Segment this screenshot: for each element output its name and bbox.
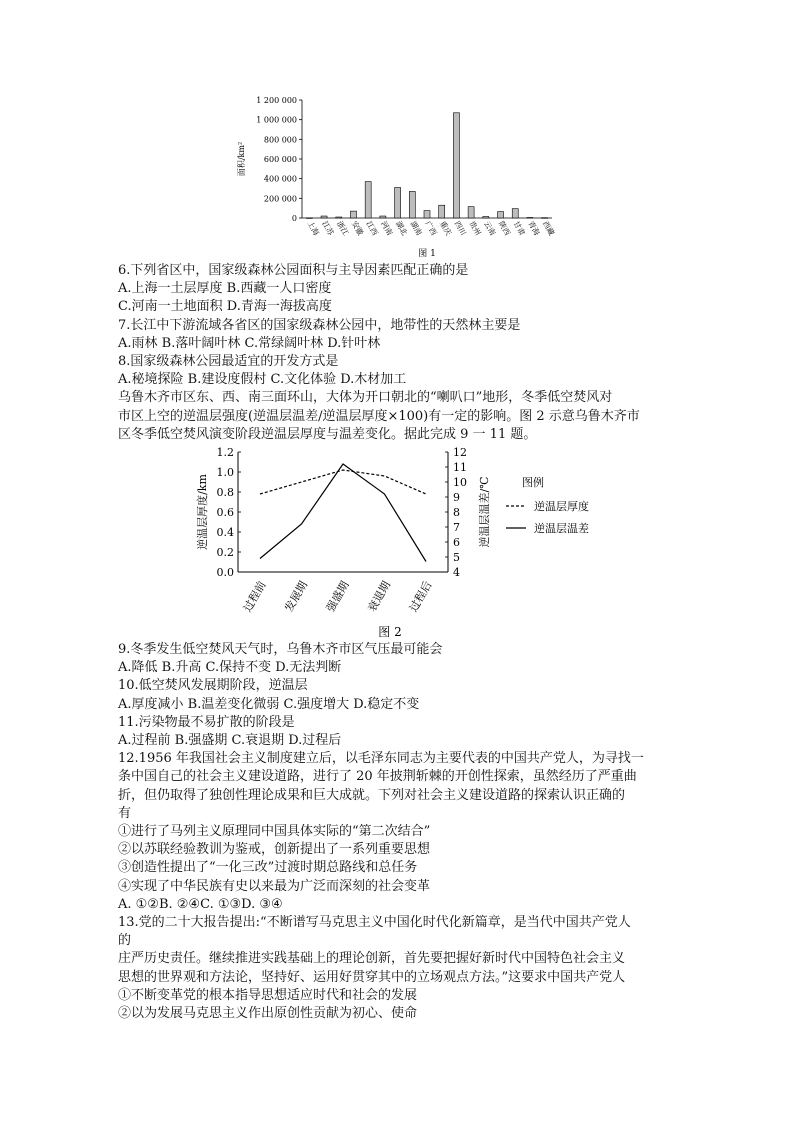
right-tick-label: 8 bbox=[453, 506, 460, 519]
bar bbox=[306, 218, 312, 219]
y-tick-label: 200 000 bbox=[263, 194, 297, 204]
text-line: 12.1956 年我国社会主义制度建立后，以毛泽东同志为主要代表的中国共产党人，为寻找一 bbox=[118, 751, 644, 767]
bar bbox=[336, 217, 342, 218]
x-tick-label: 重庆 bbox=[437, 219, 454, 237]
bar bbox=[483, 217, 489, 218]
y-tick-label: 800 000 bbox=[263, 135, 297, 145]
x-tick-label: 湖南 bbox=[408, 219, 424, 237]
figure-1-svg bbox=[230, 92, 560, 260]
left-tick-label: 1.2 bbox=[216, 446, 234, 459]
text-line: ④实现了中华民族有史以来最为广泛而深刻的社会变革 bbox=[118, 878, 431, 894]
bar bbox=[409, 191, 415, 218]
right-tick-label: 6 bbox=[453, 536, 460, 549]
right-tick-label: 7 bbox=[453, 521, 460, 534]
right-tick-label: 11 bbox=[453, 461, 467, 474]
bar bbox=[542, 218, 548, 219]
text-line: 9.冬季发生低空焚风天气时，乌鲁木齐市区气压最可能会 bbox=[118, 642, 443, 657]
questions-6-to-8 bbox=[118, 262, 678, 444]
series-diff-line bbox=[260, 464, 426, 562]
bar bbox=[512, 209, 518, 218]
x-tick-label: 发展期 bbox=[282, 579, 311, 615]
text-line: 思想的世界观和方法论，坚持好、运用好贯穿其中的立场观点方法。”这要求中国共产党人 bbox=[118, 969, 626, 985]
left-tick-label: 0.6 bbox=[216, 506, 234, 519]
bar bbox=[498, 212, 504, 218]
figure-2-line-chart bbox=[190, 444, 610, 640]
left-tick-label: 0.0 bbox=[216, 566, 234, 579]
text-line: A.降低 B.升高 C.保持不变 D.无法判断 bbox=[118, 660, 342, 676]
left-axis-label: 逆温层厚度/km bbox=[196, 474, 209, 550]
left-tick-label: 0.2 bbox=[216, 546, 234, 559]
x-tick-label: 安徽 bbox=[349, 219, 366, 237]
text-line: 市区上空的逆温层强度(逆温层温差/逆温层厚度×100)有一定的影响。图 2 示意乌鲁木齐市 bbox=[118, 408, 640, 424]
x-tick-label: 浙江 bbox=[335, 219, 351, 237]
bar bbox=[365, 182, 371, 218]
figure-2-svg bbox=[190, 444, 610, 640]
bar bbox=[350, 211, 356, 218]
text-line: 8.国家级森林公园最适宜的开发方式是 bbox=[118, 354, 339, 370]
right-tick-label: 5 bbox=[453, 551, 460, 564]
x-tick-label: 陕西 bbox=[496, 219, 513, 237]
left-tick-label: 1.0 bbox=[216, 466, 234, 479]
legend-thickness-label: 逆温层厚度 bbox=[534, 500, 589, 513]
bar bbox=[468, 207, 474, 218]
bar bbox=[439, 205, 445, 218]
x-tick-label: 甘肃 bbox=[511, 219, 527, 237]
x-tick-label: 江西 bbox=[364, 219, 380, 237]
x-tick-label: 过程后 bbox=[406, 579, 435, 615]
y-tick-label: 1 000 000 bbox=[256, 115, 297, 125]
legend-title: 图例 bbox=[522, 476, 544, 489]
x-tick-label: 江苏 bbox=[320, 219, 336, 237]
bar bbox=[424, 211, 430, 218]
text-line: ③创造性提出了“一化三改”过渡时期总路线和总任务 bbox=[118, 860, 418, 876]
text-line: A. ①②B. ②④C. ①③D. ③④ bbox=[118, 896, 283, 912]
y-tick-label: 0 bbox=[291, 214, 297, 223]
y-tick-label: 600 000 bbox=[263, 155, 297, 164]
x-tick-label: 青海 bbox=[526, 219, 542, 237]
text-line: A.上海一土层厚度 B.西藏一人口密度 bbox=[118, 281, 332, 297]
y-axis-label: 面积/km² bbox=[237, 141, 246, 177]
x-tick-label: 河南 bbox=[379, 219, 395, 237]
figure-2-caption: 图 2 bbox=[378, 625, 402, 639]
x-tick-label: 强盛期 bbox=[323, 579, 352, 615]
y-tick-label: 400 000 bbox=[263, 174, 297, 184]
left-tick-label: 0.8 bbox=[216, 486, 234, 499]
x-tick-label: 贵州 bbox=[467, 219, 483, 237]
text-line: A.雨林 B.落叶阔叶林 C.常绿阔叶林 D.针叶林 bbox=[118, 335, 381, 351]
figure-1-caption: 图 1 bbox=[418, 249, 436, 259]
left-tick-label: 0.4 bbox=[216, 526, 234, 539]
text-line: C.河南一土地面积 D.青海一海拔高度 bbox=[118, 299, 332, 315]
text-line: A.过程前 B.强盛期 C.衰退期 D.过程后 bbox=[118, 733, 342, 749]
text-line: ②以苏联经验教训为鉴戒，创新提出了一系列重要思想 bbox=[118, 842, 431, 858]
right-axis-label: 逆温层温差/℃ bbox=[478, 476, 491, 548]
text-line: 乌鲁木齐市区东、西、南三面环山，大体为开口朝北的“喇叭口”地形，冬季低空焚风对 bbox=[118, 390, 613, 406]
x-tick-label: 过程前 bbox=[240, 579, 269, 615]
figure-1-bar-chart bbox=[230, 92, 560, 260]
text-line: A.秘境探险 B.建设度假村 C.文化体验 D.木材加工 bbox=[118, 372, 407, 388]
text-line: 有 bbox=[118, 805, 132, 821]
right-tick-label: 10 bbox=[453, 476, 467, 489]
legend-diff-label: 逆温层温差 bbox=[534, 522, 589, 535]
text-line: 庄严历史责任。继续推进实践基础上的理论创新，首先要把握好新时代中国特色社会主义 bbox=[118, 951, 626, 967]
right-tick-label: 4 bbox=[453, 566, 460, 579]
x-tick-label: 广西 bbox=[423, 219, 439, 237]
text-line: ①不断变革党的根本指导思想适应时代和社会的发展 bbox=[118, 987, 418, 1003]
text-line: 13.党的二十大报告提出:“不断谱写马克思主义中国化时代化新篇章，是当代中国共产党人 bbox=[118, 915, 631, 931]
text-line: 10.低空焚风发展期阶段，逆温层 bbox=[118, 678, 308, 694]
series-thickness-line bbox=[260, 470, 426, 494]
x-tick-label: 四川 bbox=[452, 219, 468, 237]
text-line: 6.下列省区中，国家级森林公园面积与主导因素匹配正确的是 bbox=[118, 263, 469, 278]
text-line: 条中国自己的社会主义建设道路，进行了 20 年披荆斩棘的开创性探索，虽然经历了严重曲 bbox=[118, 769, 637, 785]
text-line: ①进行了马列主义原理同中国具体实际的“第二次结合” bbox=[118, 824, 431, 840]
x-tick-label: 云南 bbox=[482, 219, 498, 237]
questions-9-to-13 bbox=[118, 641, 678, 1023]
right-tick-label: 12 bbox=[453, 446, 467, 459]
text-line: 11.污染物最不易扩散的阶段是 bbox=[118, 714, 295, 730]
y-tick-label: 1 200 000 bbox=[256, 96, 297, 105]
text-line: 折，但仍取得了独创性理论成果和巨大成就。下列对社会主义建设道路的探索认识正确的 bbox=[118, 787, 626, 803]
x-tick-label: 西藏 bbox=[540, 219, 557, 237]
text-line: A.厚度减小 B.温差变化微弱 C.强度增大 D.稳定不变 bbox=[118, 696, 420, 712]
bar bbox=[321, 216, 327, 218]
right-tick-label: 9 bbox=[453, 491, 460, 504]
bar bbox=[380, 216, 386, 218]
x-tick-label: 上海 bbox=[305, 219, 321, 237]
text-line: 7.长江中下游流域各省区的国家级森林公园中，地带性的天然林主要是 bbox=[118, 317, 521, 333]
bar bbox=[453, 113, 459, 218]
x-tick-label: 湖北 bbox=[393, 219, 410, 237]
text-line: 区冬季低空焚风演变阶段逆温层厚度与温差变化。据此完成 9 一 11 题。 bbox=[118, 426, 537, 442]
bar bbox=[527, 218, 533, 219]
x-tick-label: 衰退期 bbox=[365, 579, 394, 615]
bar bbox=[395, 188, 401, 218]
text-line: 的 bbox=[118, 933, 132, 949]
text-line: ②以为发展马克思主义作出原创性贡献为初心、使命 bbox=[118, 1006, 418, 1022]
